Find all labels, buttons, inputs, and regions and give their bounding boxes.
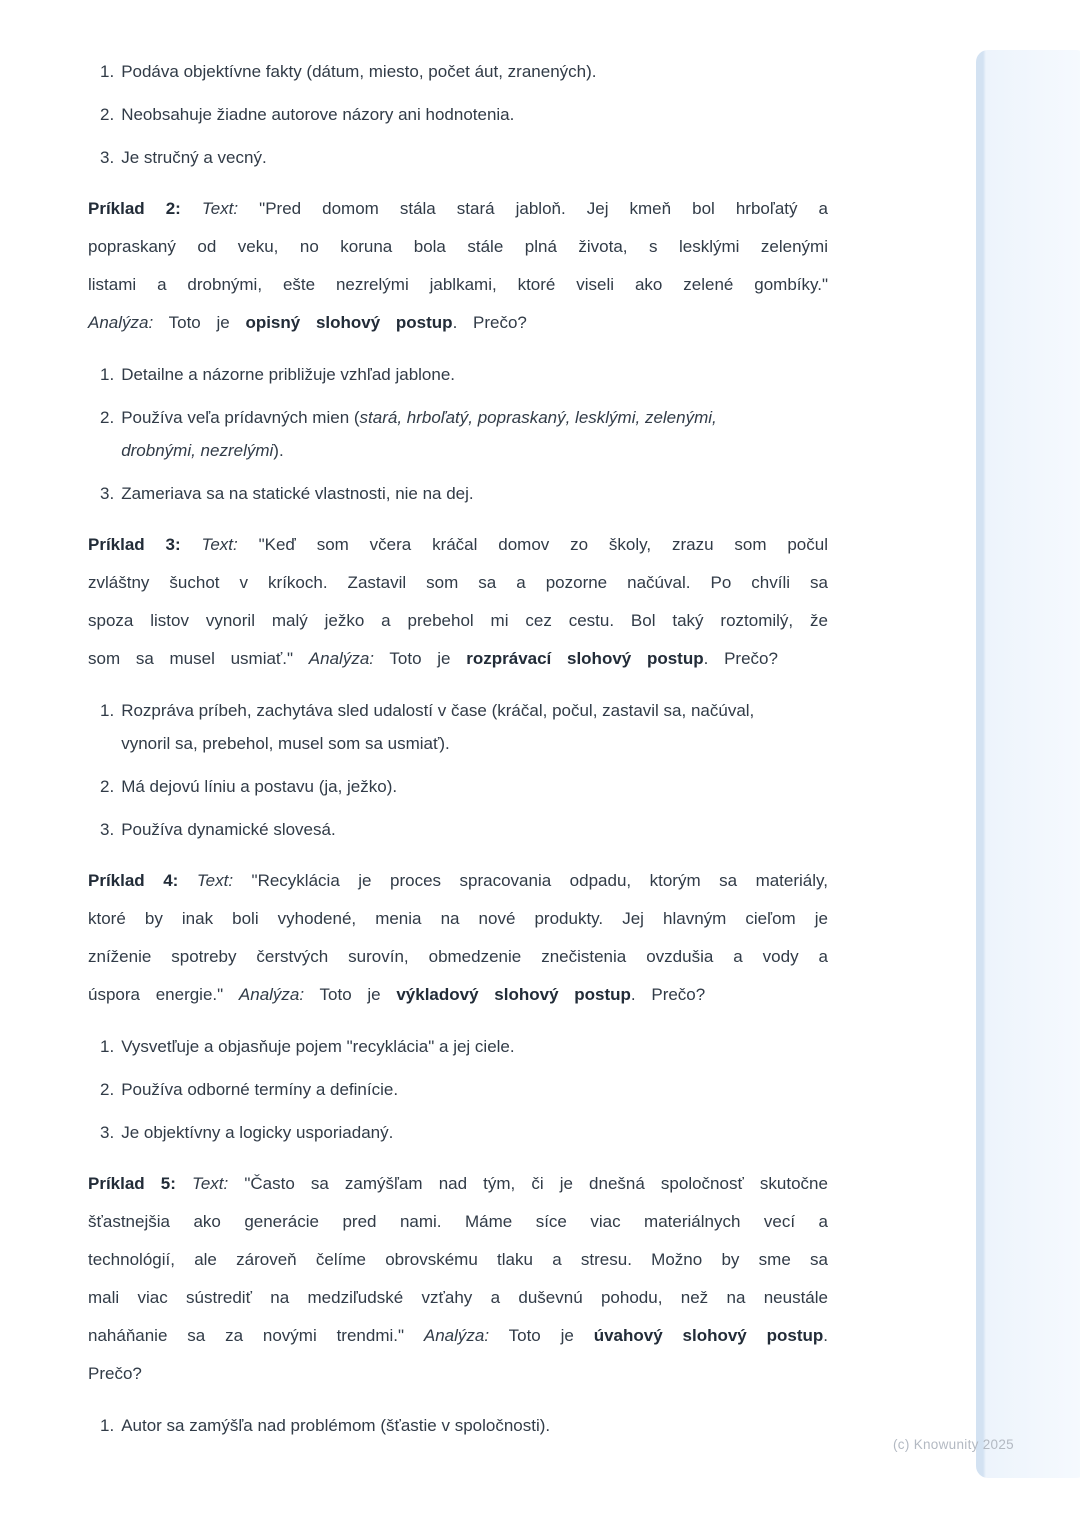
text-segment: Používa veľa prídavných mien ( <box>121 408 360 427</box>
list-item <box>100 1073 828 1106</box>
text-segment: "Pred domom stála stará jabloň. Jej kmeň bol hrboľatý a popraskaný od veku, no koruna bola stále plná života, s lesklými zelenými listami a drobnými, ešte nezrelými jablkami, ktoré viseli ako zelené gombíky." <box>88 199 828 294</box>
text-segment: Má dejovú líniu a postavu (ja, ježko). <box>121 777 398 796</box>
list-item-text <box>121 1409 550 1442</box>
numbered-list <box>88 1409 828 1442</box>
text-segment: výkladový slohový postup <box>396 985 631 1004</box>
document-content <box>88 39 828 1458</box>
text-segment: . Prečo? <box>452 313 527 332</box>
list-item-text <box>121 1030 514 1063</box>
list-item-number: 2. <box>100 105 115 124</box>
list-item <box>100 694 828 760</box>
text-segment: Text: <box>201 199 239 218</box>
text-segment: Rozpráva príbeh, zachytáva sled udalostí v čase (kráčal, počul, zastavil sa, načúval, vynoril sa, prebehol, musel som sa usmiať). <box>121 701 755 753</box>
list-item <box>100 358 828 391</box>
list-item-text <box>121 358 455 391</box>
text-segment: . Prečo? <box>88 1326 829 1383</box>
example-paragraph <box>88 862 828 1014</box>
side-panel <box>976 50 1080 1478</box>
list-item <box>100 98 828 131</box>
list-item-number: 3. <box>100 1123 115 1142</box>
text-segment: Je stručný a vecný. <box>121 148 267 167</box>
text-segment: stará, hrboľatý, popraskaný, lesklými, zelenými, drobnými, nezrelými <box>121 408 717 460</box>
list-item <box>100 401 828 467</box>
text-segment: Zameriava sa na statické vlastnosti, nie na dej. <box>121 484 474 503</box>
list-item-number: 1. <box>100 701 115 720</box>
text-segment: "Recyklácia je proces spracovania odpadu, ktorým sa materiály, ktoré by inak boli vyhodené, menia na nové produkty. Jej hlavným cieľom je zníženie spotreby čerstvých surovín, obmedzenie znečistenia ovzdušia a vody a úspora energie." <box>88 871 828 1004</box>
example-paragraph <box>88 190 828 342</box>
text-segment: Toto je <box>489 1326 594 1345</box>
text-segment: Príklad 5: <box>88 1174 176 1193</box>
text-segment: Príklad 4: <box>88 871 179 890</box>
text-segment: Príklad 2: <box>88 199 181 218</box>
text-segment: Používa odborné termíny a definície. <box>121 1080 399 1099</box>
list-item-number: 2. <box>100 1080 115 1099</box>
text-segment: Príklad 3: <box>88 535 181 554</box>
list-item-text <box>121 98 514 131</box>
numbered-list <box>88 358 828 510</box>
text-segment: úvahový slohový postup <box>593 1326 824 1345</box>
text-segment: Text: <box>196 871 234 890</box>
text-segment: Autor sa zamýšľa nad problémom (šťastie v spoločnosti). <box>121 1416 551 1435</box>
text-segment: Detailne a názorne približuje vzhľad jablone. <box>121 365 456 384</box>
text-segment: Toto je <box>374 649 467 668</box>
text-segment: "Keď som včera kráčal domov zo školy, zrazu som počul zvláštny šuchot v kríkoch. Zastavil som sa a pozorne načúval. Po chvíli sa spoza listov vynoril malý ježko a prebehol mi cez cestu. Bol taký roztomilý, že som sa musel usmiať." <box>88 535 828 668</box>
text-segment: Používa dynamické slovesá. <box>121 820 336 839</box>
list-item <box>100 1030 828 1063</box>
list-item <box>100 1116 828 1149</box>
text-segment <box>181 199 202 218</box>
list-item-number: 3. <box>100 148 115 167</box>
list-item-number: 3. <box>100 820 115 839</box>
list-item-number: 1. <box>100 1416 115 1435</box>
list-item <box>100 1409 828 1442</box>
text-segment: Toto je <box>153 313 246 332</box>
numbered-list <box>88 55 828 174</box>
list-item-number: 3. <box>100 484 115 503</box>
list-item-number: 2. <box>100 777 115 796</box>
list-item-text <box>121 1073 398 1106</box>
list-item <box>100 813 828 846</box>
text-segment: Analýza: <box>238 985 305 1004</box>
text-segment: Vysvetľuje a objasňuje pojem "recyklácia" a jej ciele. <box>121 1037 515 1056</box>
list-item-text <box>121 55 596 88</box>
list-item-number: 1. <box>100 365 115 384</box>
text-segment: . Prečo? <box>630 985 706 1004</box>
numbered-list <box>88 1030 828 1149</box>
list-item-number: 2. <box>100 408 115 427</box>
list-item <box>100 770 828 803</box>
text-segment <box>181 535 202 554</box>
text-segment: rozprávací slohový postup <box>466 649 704 668</box>
text-segment: Neobsahuje žiadne autorove názory ani hodnotenia. <box>121 105 515 124</box>
text-segment: ). <box>273 441 284 460</box>
list-item-text <box>121 477 473 510</box>
example-paragraph <box>88 1165 828 1393</box>
list-item-text <box>121 694 776 760</box>
text-segment: "Často sa zamýšľam nad tým, či je dnešná spoločnosť skutočne šťastnejšia ako generácie pred nami. Máme síce viac materiálnych vecí a technológií, ale zároveň čelíme obrovskému tlaku a stresu. Možno by sme sa mali viac sústrediť na medziľudské vzťahy a duševnú pohodu, než na neustále naháňanie sa za novými trendmi." <box>88 1174 828 1345</box>
list-item-number: 1. <box>100 1037 115 1056</box>
text-segment: opisný slohový postup <box>245 313 453 332</box>
list-item <box>100 141 828 174</box>
text-segment: Toto je <box>304 985 397 1004</box>
text-segment: Je objektívny a logicky usporiadaný. <box>121 1123 394 1142</box>
numbered-list <box>88 694 828 846</box>
list-item-text <box>121 1116 393 1149</box>
text-segment: Analýza: <box>88 313 154 332</box>
text-segment: . Prečo? <box>703 649 778 668</box>
text-segment: Analýza: <box>423 1326 490 1345</box>
list-item-text <box>121 813 336 846</box>
list-item-text <box>121 141 267 174</box>
list-item-text <box>121 770 397 803</box>
text-segment: Podáva objektívne fakty (dátum, miesto, počet áut, zranených). <box>121 62 597 81</box>
text-segment <box>178 871 197 890</box>
text-segment: Text: <box>201 535 238 554</box>
list-item-text <box>121 401 776 467</box>
example-paragraph <box>88 526 828 678</box>
text-segment <box>176 1174 192 1193</box>
list-item <box>100 477 828 510</box>
list-item-number: 1. <box>100 62 115 81</box>
copyright-watermark: (c) Knowunity 2025 <box>893 1437 1014 1452</box>
list-item <box>100 55 828 88</box>
text-segment: Analýza: <box>308 649 374 668</box>
text-segment: Text: <box>192 1174 229 1193</box>
